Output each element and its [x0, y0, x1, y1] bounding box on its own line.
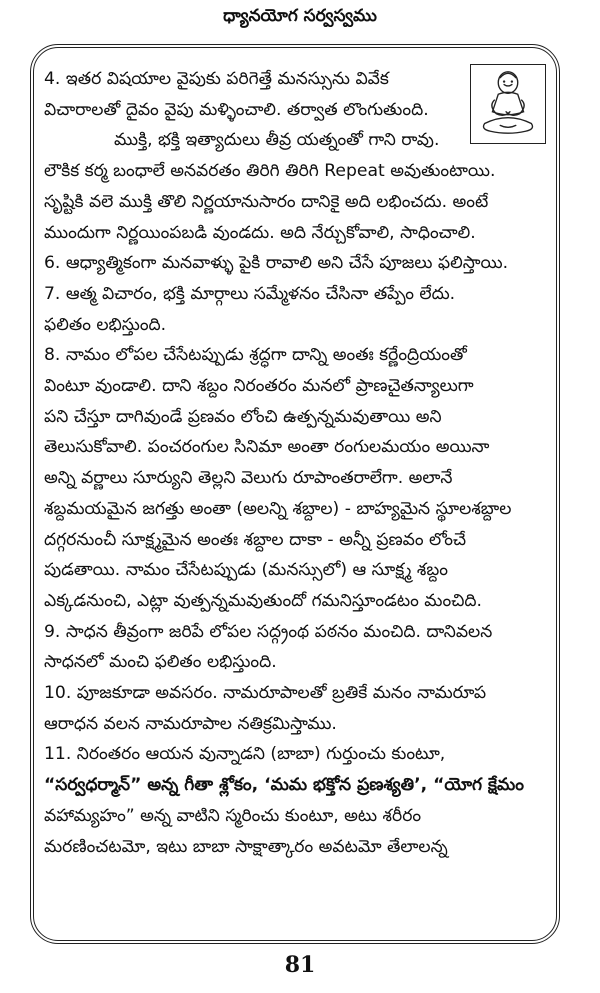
text-line: 10. పూజకూడా అవసరం. నామరూపాలతో బ్రతికే మనం నామరూప [44, 683, 487, 704]
text-line: ముక్తి, భక్తి ఇత్యాదులు తీవ్ర యత్నంతో గాని రావు. [114, 130, 440, 151]
running-head: ధ్యానయోగ సర్వస్వము [223, 6, 377, 26]
text-line: సాధనలో మంచి ఫలితం లభిస్తుంది. [44, 652, 277, 673]
text-line: మరణించటమో, ఇటు బాబా సాక్షాత్కారం అవటమో తేలాలన్న [44, 836, 448, 857]
text-line: ముందుగా నిర్ణయింపబడి వుండదు. అది నేర్చుకోవాలి, సాధించాలి. [44, 222, 476, 243]
text-line: 7. ఆత్మ విచారం, భక్తి మార్గాలు సమ్మేళనం చేసినా తప్పేం లేదు. [44, 283, 456, 304]
text-line: విచారాలతో దైవం వైపు మళ్ళించాలి. తర్వాత లొంగుతుంది. [44, 99, 429, 120]
page-number: 81 [284, 952, 316, 978]
text-line: శబ్దమయమైన జగత్తు అంతా (అలన్ని శబ్దాల) - బాహ్యమైన స్థూలశబ్దాల [44, 498, 512, 519]
paragraph-10 [44, 678, 560, 739]
text-line: దగ్గరనుంచీ సూక్ష్మమైన అంతః శబ్దాల దాకా - అన్నీ ప్రణవం లోంచే [44, 529, 467, 550]
text-line: సృష్టికి వలె ముక్తి తొలి నిర్ణయానుసారం దానికై అది లభించదు. అంటే [44, 191, 489, 212]
text-line: వహామ్యహం” అన్న వాటిని స్మరించు కుంటూ, అటు శరీరం [44, 805, 422, 826]
paragraph-6 [44, 248, 560, 279]
text-line: 6. ఆధ్యాత్మికంగా మనవాళ్ళు పైకి రావాలి అని చేసే పూజలు ఫలిస్తాయి. [44, 253, 509, 274]
text-line: పుడతాయి. నామం చేసేటప్పుడు (మనస్సులో) ఆ సూక్ష్మ శబ్దం [44, 560, 448, 581]
paragraph-7 [44, 279, 560, 340]
text-line: “సర్వధర్మాన్” అన్న గీతా శ్లోకం, ‘మమ భక్తోన ప్రణశ్యతి’, “యోగ క్షేమం [44, 775, 524, 796]
text-line: తెలుసుకోవాలి. పంచరంగుల సినిమా అంతా రంగులమయం అయినా [44, 437, 490, 458]
text-line: ఫలితం లభిస్తుంది. [44, 314, 167, 335]
text-line: అన్ని వర్ణాలు సూర్యుని తెల్లని వెలుగు రూపాంతరాలేగా. అలానే [44, 468, 453, 489]
text-line: ఆరాధన వలన నామరూపాల నతిక్రమిస్తాము. [44, 713, 337, 734]
text-line: లౌకిక కర్మ బంధాలే అనవరతం తిరిగి తిరిగి Repeat అవుతుంటాయి. [44, 161, 496, 182]
text-line: 9. సాధన తీవ్రంగా జరిపే లోపల సద్గ్రంథ పఠనం మంచిది. దానివలన [44, 621, 493, 642]
paragraph-11 [44, 739, 560, 862]
text-line: 4. ఇతర విషయాల వైపుకు పరిగెత్తే మనస్సును వివేక [44, 69, 389, 89]
main-text-block [44, 64, 560, 862]
text-line: 11. నిరంతరం ఆయన వున్నాడని (బాబా) గుర్తుంచు కుంటూ, [44, 744, 446, 765]
text-line: 8. నామం లోపల చేసేటప్పుడు శ్రద్ధగా దాన్ని అంతః కర్ణేంద్రియంతో [44, 345, 467, 366]
text-line: పని చేస్తూ దాగివుండే ప్రణవం లోంచి ఉత్పన్నమవుతాయి అని [44, 406, 442, 427]
paragraph-9 [44, 617, 560, 678]
paragraph-8 [44, 340, 560, 616]
text-line: వింటూ వుండాలి. దాని శబ్దం నిరంతరం మనలో ప్రాణచైతన్యాలుగా [44, 376, 474, 397]
text-line: ఎక్కడనుంచి, ఎట్లా వుత్పన్నమవుతుందో గమనిస్తూండటం మంచిది. [44, 590, 482, 611]
paragraph-4 [44, 64, 560, 248]
